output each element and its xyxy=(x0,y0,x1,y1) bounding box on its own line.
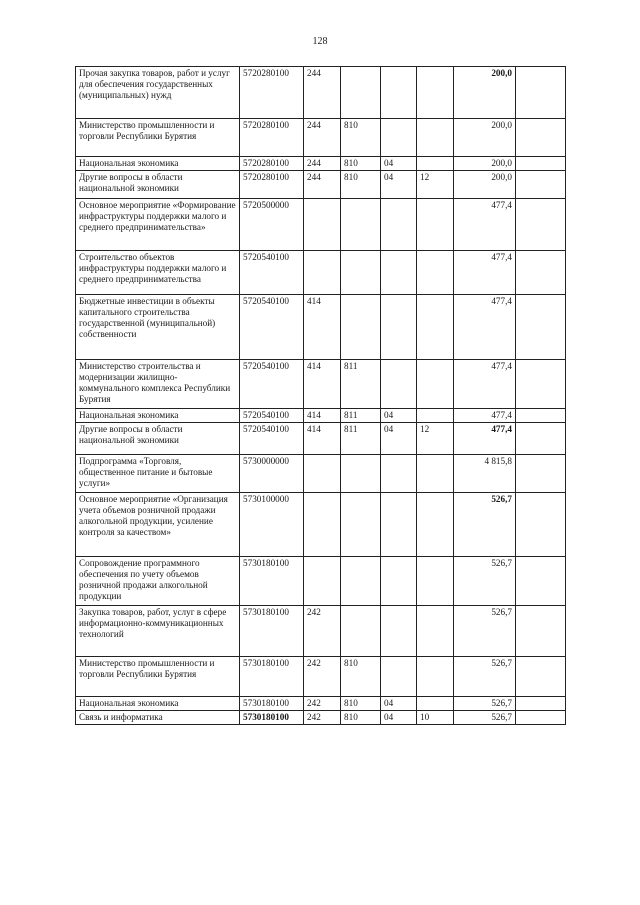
row-name-cell: Основное мероприятие «Формирование инфраструктуры поддержки малого и среднего предпринимательства» xyxy=(76,199,240,251)
section-cell: 04 xyxy=(381,423,417,455)
table-row xyxy=(76,697,566,711)
expense-type-cell xyxy=(304,557,341,606)
row-name-cell: Национальная экономика xyxy=(76,697,240,711)
section-cell xyxy=(381,295,417,360)
empty-cell xyxy=(516,711,566,725)
section-cell: 04 xyxy=(381,711,417,725)
empty-cell xyxy=(516,295,566,360)
ministry-code-cell: 810 xyxy=(341,171,381,199)
subsection-cell xyxy=(417,493,454,557)
subsection-cell: 12 xyxy=(417,171,454,199)
expense-type-cell: 244 xyxy=(304,119,341,157)
subsection-cell xyxy=(417,360,454,409)
amount-cell: 526,7 xyxy=(454,657,516,697)
row-name-cell: Связь и информатика xyxy=(76,711,240,725)
row-name-cell: Сопровождение программного обеспечения по учету объемов розничной продажи алкогольной продукции xyxy=(76,557,240,606)
target-code-cell: 5730000000 xyxy=(240,455,304,493)
row-name-cell: Строительство объектов инфраструктуры поддержки малого и среднего предпринимательства xyxy=(76,251,240,295)
section-cell xyxy=(381,360,417,409)
amount-cell: 200,0 xyxy=(454,119,516,157)
table-row xyxy=(76,455,566,493)
amount-cell: 477,4 xyxy=(454,360,516,409)
row-name-cell: Министерство промышленности и торговли Республики Бурятия xyxy=(76,119,240,157)
ministry-code-cell: 810 xyxy=(341,157,381,171)
subsection-cell xyxy=(417,157,454,171)
subsection-cell xyxy=(417,455,454,493)
section-cell: 04 xyxy=(381,157,417,171)
empty-cell xyxy=(516,119,566,157)
empty-cell xyxy=(516,157,566,171)
ministry-code-cell xyxy=(341,199,381,251)
target-code-cell: 5720280100 xyxy=(240,119,304,157)
table-row xyxy=(76,157,566,171)
table-row xyxy=(76,606,566,657)
expense-type-cell: 244 xyxy=(304,67,341,119)
empty-cell xyxy=(516,199,566,251)
section-cell xyxy=(381,606,417,657)
amount-cell: 526,7 xyxy=(454,711,516,725)
row-name-cell: Прочая закупка товаров, работ и услуг для обеспечения государственных (муниципальных) нужд xyxy=(76,67,240,119)
target-code-cell: 5720280100 xyxy=(240,157,304,171)
row-name-cell: Национальная экономика xyxy=(76,157,240,171)
table-row xyxy=(76,557,566,606)
ministry-code-cell: 811 xyxy=(341,423,381,455)
row-name-cell: Национальная экономика xyxy=(76,409,240,423)
table-row xyxy=(76,251,566,295)
subsection-cell xyxy=(417,606,454,657)
amount-cell: 526,7 xyxy=(454,493,516,557)
expense-type-cell: 414 xyxy=(304,423,341,455)
empty-cell xyxy=(516,67,566,119)
section-cell xyxy=(381,557,417,606)
table-row xyxy=(76,67,566,119)
row-name-cell: Подпрограмма «Торговля, общественное питание и бытовые услуги» xyxy=(76,455,240,493)
amount-cell: 200,0 xyxy=(454,157,516,171)
empty-cell xyxy=(516,251,566,295)
target-code-cell: 5720540100 xyxy=(240,295,304,360)
table-row xyxy=(76,657,566,697)
target-code-cell: 5730180100 xyxy=(240,606,304,657)
amount-cell: 477,4 xyxy=(454,423,516,455)
expense-type-cell xyxy=(304,493,341,557)
target-code-cell: 5720540100 xyxy=(240,251,304,295)
ministry-code-cell xyxy=(341,557,381,606)
table-row xyxy=(76,711,566,725)
empty-cell xyxy=(516,423,566,455)
ministry-code-cell xyxy=(341,606,381,657)
amount-cell: 200,0 xyxy=(454,67,516,119)
target-code-cell: 5730180100 xyxy=(240,557,304,606)
empty-cell xyxy=(516,697,566,711)
table-row xyxy=(76,409,566,423)
expense-type-cell: 242 xyxy=(304,697,341,711)
expense-type-cell xyxy=(304,251,341,295)
amount-cell: 526,7 xyxy=(454,606,516,657)
empty-cell xyxy=(516,606,566,657)
table-row xyxy=(76,171,566,199)
ministry-code-cell xyxy=(341,455,381,493)
row-name-cell: Закупка товаров, работ, услуг в сфере информационно-коммуникационных технологий xyxy=(76,606,240,657)
table-row xyxy=(76,493,566,557)
amount-cell: 477,4 xyxy=(454,251,516,295)
subsection-cell xyxy=(417,251,454,295)
target-code-cell: 5720280100 xyxy=(240,171,304,199)
expense-type-cell: 414 xyxy=(304,295,341,360)
section-cell: 04 xyxy=(381,171,417,199)
subsection-cell xyxy=(417,295,454,360)
expense-type-cell: 242 xyxy=(304,657,341,697)
empty-cell xyxy=(516,557,566,606)
row-name-cell: Министерство промышленности и торговли Республики Бурятия xyxy=(76,657,240,697)
empty-cell xyxy=(516,455,566,493)
section-cell xyxy=(381,119,417,157)
row-name-cell: Бюджетные инвестиции в объекты капитального строительства государственной (муниципальной) собственности xyxy=(76,295,240,360)
amount-cell: 477,4 xyxy=(454,409,516,423)
target-code-cell: 5730180100 xyxy=(240,711,304,725)
ministry-code-cell: 810 xyxy=(341,697,381,711)
target-code-cell: 5720540100 xyxy=(240,360,304,409)
amount-cell: 526,7 xyxy=(454,557,516,606)
table-row xyxy=(76,360,566,409)
ministry-code-cell xyxy=(341,295,381,360)
target-code-cell: 5720540100 xyxy=(240,423,304,455)
subsection-cell xyxy=(417,557,454,606)
ministry-code-cell: 811 xyxy=(341,409,381,423)
section-cell xyxy=(381,67,417,119)
section-cell xyxy=(381,199,417,251)
ministry-code-cell: 811 xyxy=(341,360,381,409)
empty-cell xyxy=(516,171,566,199)
row-name-cell: Министерство строительства и модернизации жилищно-коммунального комплекса Республики Бурятия xyxy=(76,360,240,409)
empty-cell xyxy=(516,409,566,423)
subsection-cell xyxy=(417,67,454,119)
section-cell: 04 xyxy=(381,697,417,711)
amount-cell: 4 815,8 xyxy=(454,455,516,493)
subsection-cell: 12 xyxy=(417,423,454,455)
subsection-cell xyxy=(417,119,454,157)
table-row xyxy=(76,295,566,360)
budget-table xyxy=(75,66,566,725)
amount-cell: 526,7 xyxy=(454,697,516,711)
section-cell xyxy=(381,251,417,295)
row-name-cell: Другие вопросы в области национальной экономики xyxy=(76,423,240,455)
ministry-code-cell xyxy=(341,251,381,295)
table-body xyxy=(76,67,566,725)
empty-cell xyxy=(516,493,566,557)
target-code-cell: 5720280100 xyxy=(240,67,304,119)
amount-cell: 200,0 xyxy=(454,171,516,199)
table-row xyxy=(76,119,566,157)
expense-type-cell: 244 xyxy=(304,171,341,199)
amount-cell: 477,4 xyxy=(454,295,516,360)
expense-type-cell: 244 xyxy=(304,157,341,171)
expense-type-cell: 414 xyxy=(304,360,341,409)
section-cell: 04 xyxy=(381,409,417,423)
row-name-cell: Другие вопросы в области национальной экономики xyxy=(76,171,240,199)
section-cell xyxy=(381,657,417,697)
empty-cell xyxy=(516,657,566,697)
expense-type-cell: 242 xyxy=(304,711,341,725)
section-cell xyxy=(381,493,417,557)
table-row xyxy=(76,423,566,455)
expense-type-cell xyxy=(304,199,341,251)
target-code-cell: 5730180100 xyxy=(240,657,304,697)
row-name-cell: Основное мероприятие «Организация учета объемов розничной продажи алкогольной продукции, усиление контроля за качеством» xyxy=(76,493,240,557)
subsection-cell: 10 xyxy=(417,711,454,725)
subsection-cell xyxy=(417,697,454,711)
table-row xyxy=(76,199,566,251)
target-code-cell: 5730100000 xyxy=(240,493,304,557)
empty-cell xyxy=(516,360,566,409)
page-number: 128 xyxy=(312,36,328,47)
target-code-cell: 5720500000 xyxy=(240,199,304,251)
target-code-cell: 5730180100 xyxy=(240,697,304,711)
ministry-code-cell: 810 xyxy=(341,657,381,697)
expense-type-cell: 242 xyxy=(304,606,341,657)
ministry-code-cell: 810 xyxy=(341,119,381,157)
subsection-cell xyxy=(417,409,454,423)
subsection-cell xyxy=(417,199,454,251)
amount-cell: 477,4 xyxy=(454,199,516,251)
ministry-code-cell xyxy=(341,67,381,119)
ministry-code-cell xyxy=(341,493,381,557)
expense-type-cell xyxy=(304,455,341,493)
section-cell xyxy=(381,455,417,493)
expense-type-cell: 414 xyxy=(304,409,341,423)
subsection-cell xyxy=(417,657,454,697)
ministry-code-cell: 810 xyxy=(341,711,381,725)
target-code-cell: 5720540100 xyxy=(240,409,304,423)
